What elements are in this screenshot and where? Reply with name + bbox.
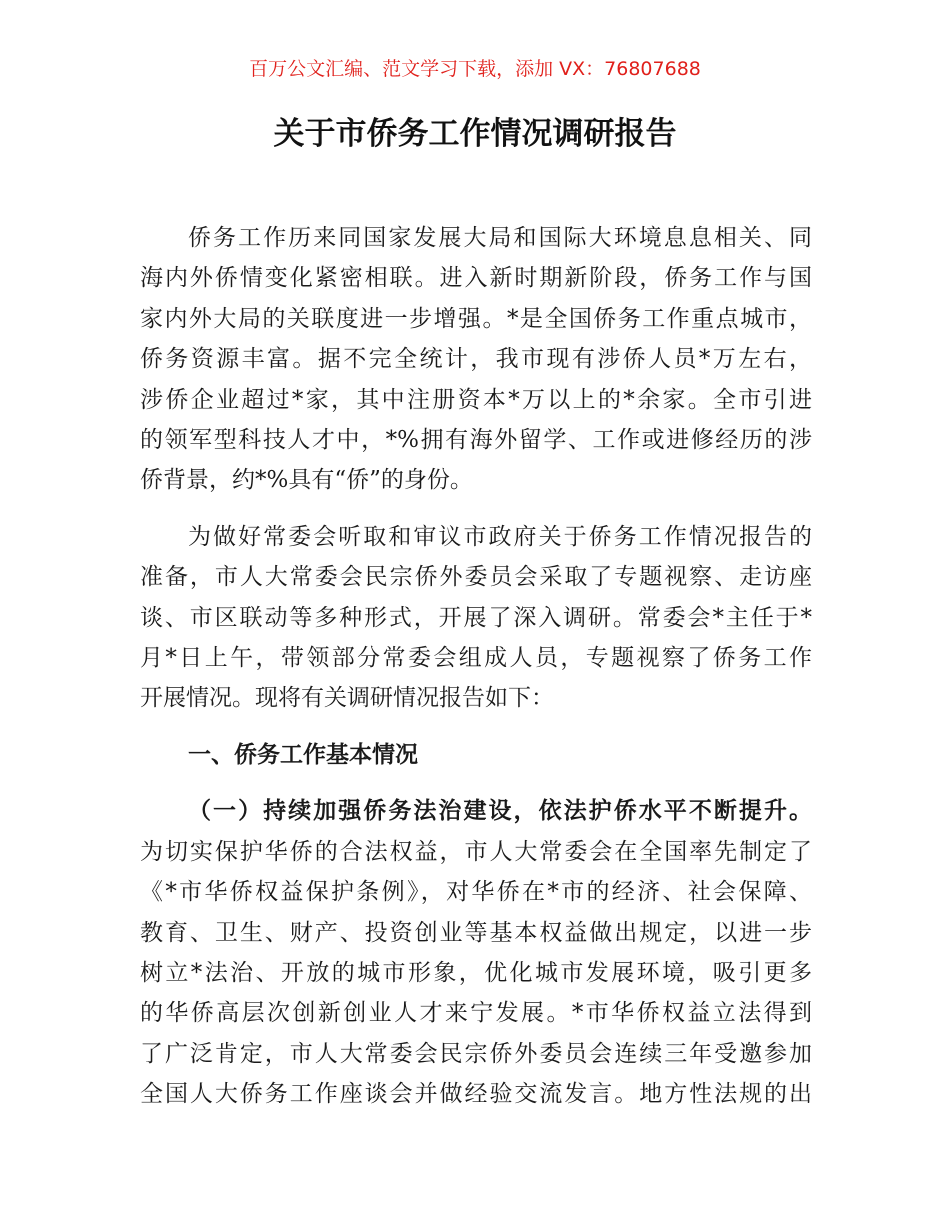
- text-line: 了广泛肯定，市人大常委会民宗侨外委员会连续三年受邀参加: [140, 1040, 812, 1067]
- text-line: 侨务资源丰富。据不完全统计，我市现有涉侨人员*万左右，: [140, 346, 812, 373]
- text-line: 侨背景，约*%具有“侨”的身份。: [140, 467, 473, 494]
- text-line: 家内外大局的关联度进一步增强。*是全国侨务工作重点城市，: [140, 305, 812, 332]
- text-line: 谈、市区联动等多种形式，开展了深入调研。常委会*主任于*: [140, 604, 812, 631]
- paragraph-gap: [140, 719, 812, 735]
- paragraph-gap: [140, 775, 812, 791]
- text-line: 为做好常委会听取和审议市政府关于侨务工作情况报告的: [188, 523, 812, 550]
- document-body: [140, 218, 812, 1115]
- paragraph-gap: [140, 501, 812, 517]
- text-line: 月*日上午，带领部分常委会组成人员，专题视察了侨务工作: [140, 645, 812, 672]
- text-line: 开展情况。现将有关调研情况报告如下：: [140, 685, 554, 712]
- text-line: 树立*法治、开放的城市形象，优化城市发展环境，吸引更多: [140, 959, 812, 986]
- document-title: 关于市侨务工作情况调研报告: [273, 116, 677, 152]
- watermark-banner: 百万公文汇编、范文学习下载，添加 VX：76807688: [249, 58, 701, 80]
- paragraph-preparation: [140, 517, 812, 719]
- text-line: 海内外侨情变化紧密相联。进入新时期新阶段，侨务工作与国: [140, 265, 812, 292]
- text-line: 侨务工作历来同国家发展大局和国际大环境息息相关、同: [188, 225, 812, 251]
- text-line: 的华侨高层次创新创业人才来宁发展。*市华侨权益立法得到: [140, 1000, 812, 1027]
- text-line: 教育、卫生、财产、投资创业等基本权益做出规定，以进一步: [140, 919, 812, 946]
- paragraph-intro: [140, 218, 812, 501]
- paragraph-legal-construction: [140, 791, 812, 1114]
- text-line: 《*市华侨权益保护条例》，对华侨在*市的经济、社会保障、: [140, 879, 812, 906]
- text-line: 全国人大侨务工作座谈会并做经验交流发言。地方性法规的出: [140, 1081, 812, 1108]
- text-line: 准备，市人大常委会民宗侨外委员会采取了专题视察、走访座: [140, 564, 812, 591]
- text-line: 涉侨企业超过*家，其中注册资本*万以上的*余家。全市引进: [140, 386, 812, 413]
- subsection-heading: （一）持续加强侨务法治建设，依法护侨水平不断提升。: [188, 798, 812, 825]
- text-line: 的领军型科技人才中，*%拥有海外留学、工作或进修经历的涉: [140, 427, 812, 454]
- section-heading: 一、侨务工作基本情况: [188, 741, 418, 768]
- text-line: 为切实保护华侨的合法权益，市人大常委会在全国率先制定了: [140, 838, 812, 865]
